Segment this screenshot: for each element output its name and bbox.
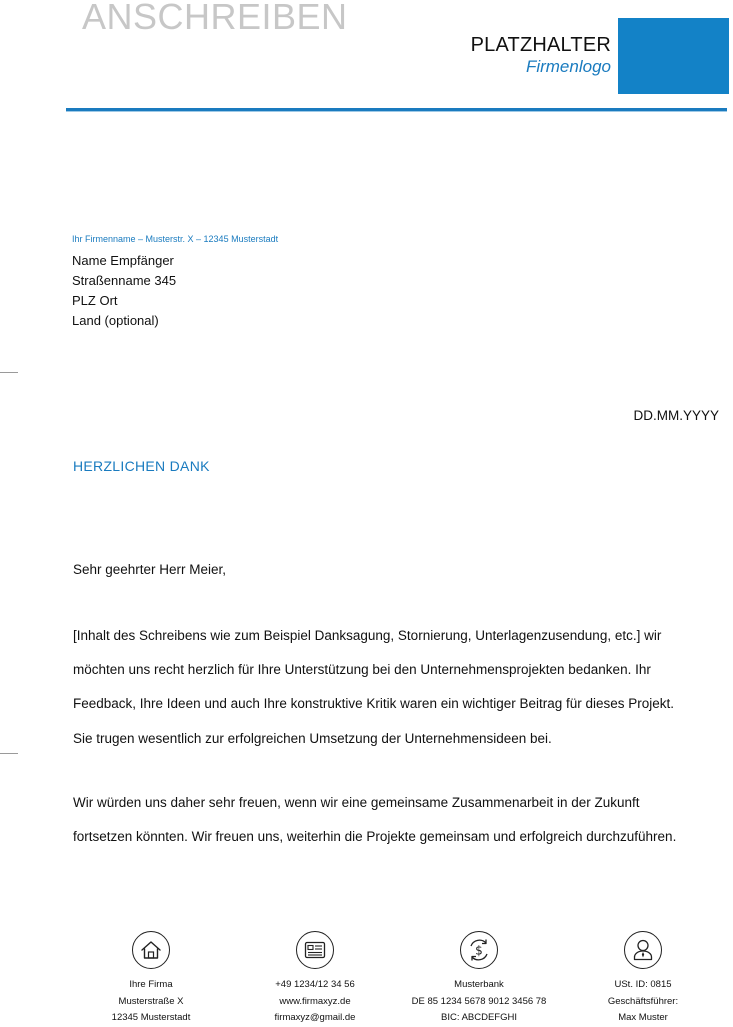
footer-iban: DE 85 1234 5678 9012 3456 78 bbox=[411, 995, 547, 1007]
recipient-name: Name Empfänger bbox=[72, 253, 174, 268]
person-icon bbox=[623, 930, 663, 970]
footer-bank-name: Musterbank bbox=[454, 979, 504, 990]
recipient-street: Straßenname 345 bbox=[72, 273, 177, 288]
company-logo bbox=[464, 18, 729, 94]
footer-manager-label: Geschäftsführer: bbox=[607, 995, 679, 1007]
body-line: möchten uns recht herzlich für Ihre Unterstützung bei den Unternehmensprojekten bedanken. Ihr bbox=[73, 662, 651, 678]
sender-line: Ihr Firmenname – Musterstr. X – 12345 Musterstadt bbox=[72, 234, 279, 244]
footer-email: firmaxyz@gmail.de bbox=[274, 1012, 356, 1023]
footer-company-text bbox=[66, 977, 236, 1027]
document-title: ANSCHREIBEN bbox=[82, 0, 348, 37]
body-paragraph-2 bbox=[73, 786, 728, 854]
body-line: Feedback, Ihre Ideen und auch Ihre konstruktive Kritik waren ein wichtiger Beitrag für dieses Projekt. bbox=[73, 696, 675, 712]
letter-subject: HERZLICHEN DANK bbox=[73, 458, 210, 474]
footer-line: Musterstraße X bbox=[118, 995, 184, 1007]
footer-phone: +49 1234/12 34 56 bbox=[275, 979, 355, 990]
body-line: [Inhalt des Schreibens wie zum Beispiel Danksagung, Stornierung, Unterlagenzusendung, etc.] wir bbox=[73, 628, 662, 643]
fold-mark-bottom bbox=[0, 753, 18, 754]
footer-management-text bbox=[558, 977, 728, 1027]
footer-management bbox=[558, 930, 728, 1027]
recipient-country: Land (optional) bbox=[72, 313, 159, 328]
money-exchange-icon bbox=[459, 930, 499, 970]
logo-sub-text: Firmenlogo bbox=[525, 57, 611, 76]
salutation: Sehr geehrter Herr Meier, bbox=[73, 562, 227, 577]
footer-bank-text bbox=[394, 977, 564, 1027]
recipient-address bbox=[72, 251, 176, 331]
footer-company bbox=[66, 930, 236, 1027]
svg-text:$: $ bbox=[475, 943, 483, 958]
footer-bic: BIC: ABCDEFGHI bbox=[440, 1012, 517, 1023]
body-paragraph-1 bbox=[73, 619, 728, 756]
footer-vat-id: USt. ID: 0815 bbox=[614, 979, 672, 990]
body-line: Wir würden uns daher sehr freuen, wenn wir eine gemeinsame Zusammenarbeit in der Zukunft bbox=[73, 795, 640, 810]
recipient-city: PLZ Ort bbox=[72, 293, 118, 308]
letter-footer bbox=[0, 930, 733, 1024]
body-line: Sie trugen wesentlich zur erfolgreichen Umsetzung der Unternehmensideen bei. bbox=[73, 730, 552, 746]
footer-manager-name: Max Muster bbox=[618, 1012, 668, 1023]
logo-box bbox=[618, 18, 729, 94]
footer-bank bbox=[394, 930, 564, 1027]
footer-line: Ihre Firma bbox=[129, 979, 173, 990]
footer-contact bbox=[230, 930, 400, 1027]
logo-text bbox=[471, 35, 611, 75]
header-divider-shadow bbox=[66, 111, 727, 112]
footer-line: 12345 Musterstadt bbox=[111, 1012, 191, 1023]
footer-website: www.firmaxyz.de bbox=[279, 995, 351, 1007]
house-icon bbox=[131, 930, 171, 970]
fold-mark-top bbox=[0, 372, 18, 373]
logo-main-text: PLATZHALTER bbox=[470, 34, 611, 56]
footer-contact-text bbox=[230, 977, 400, 1027]
contact-card-icon bbox=[295, 930, 335, 970]
letter-date: DD.MM.YYYY bbox=[633, 408, 719, 423]
body-line: fortsetzen könnten. Wir freuen uns, weiterhin die Projekte gemeinsam und erfolgreich durchzuführen. bbox=[73, 829, 677, 845]
